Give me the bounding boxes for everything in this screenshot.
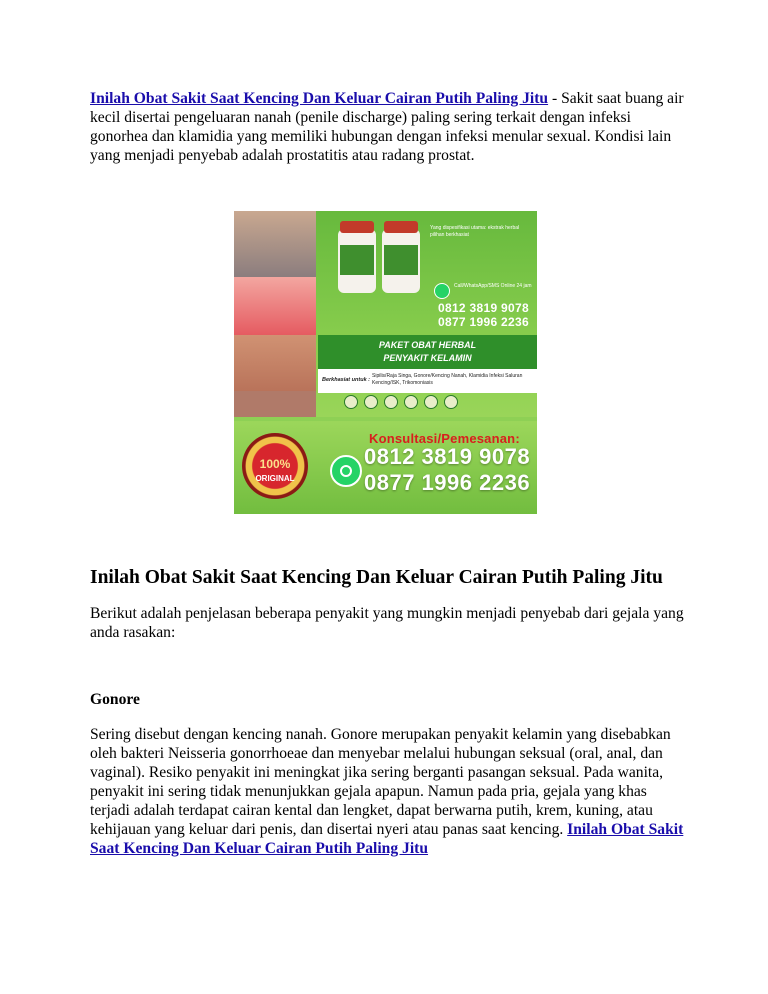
certification-logo-icon xyxy=(364,395,378,409)
ad-consultation-label: Konsultasi/Pemesanan: xyxy=(369,431,520,446)
ad-certification-logos xyxy=(324,395,534,411)
ad-benefit-text: Sipilis/Raja Singa, Gonore/Kencing Nanah, Klamidia Infeksi Saluran Kencing/ISK, Trikomoniasis xyxy=(372,373,523,386)
ad-banner-line1: PAKET OBAT HERBAL xyxy=(378,340,477,350)
ad-contact-caption: Call/WhatsApp/SMS Online 24 jam xyxy=(454,283,532,289)
ad-benefit-label: Berkhasiat untuk : xyxy=(322,377,370,383)
gonore-paragraph xyxy=(90,725,690,858)
ad-benefit-box xyxy=(318,369,537,393)
ad-phone-small-2: 0877 1996 2236 xyxy=(438,315,529,329)
ad-phone-large-1: 0812 3819 9078 xyxy=(364,444,531,469)
section-intro-paragraph: Berikut adalah penjelasan beberapa penyakit yang mungkin menjadi penyebab dari gejala yang anda rasakan: xyxy=(90,605,684,641)
product-ad-image xyxy=(234,211,537,514)
product-bottle-1 xyxy=(338,229,376,293)
ad-divider xyxy=(234,417,537,421)
product-bottle-2 xyxy=(382,229,420,293)
intro-link[interactable]: Inilah Obat Sakit Saat Kencing Dan Keluar Cairan Putih Paling Jitu xyxy=(90,90,549,107)
whatsapp-large-icon xyxy=(330,455,362,487)
ad-spec-text: Yang dispesifikasi utama: ekstrak herbal pilihan berkhasiat xyxy=(430,225,520,238)
intro-text: - Sakit saat buang air kecil disertai pengeluaran nanah (penile discharge) paling sering terkait dengan infeksi gonorhea dan klamidia yang memiliki hubungan dengan infeksi menular sexual. Kondisi lain yang menjadi penyebab adalah prostatitis atau radang prostat. xyxy=(90,90,684,164)
ad-photo-3 xyxy=(234,335,316,391)
original-seal-icon xyxy=(242,433,308,499)
certification-logo-icon xyxy=(444,395,458,409)
certification-logo-icon xyxy=(384,395,398,409)
certification-logo-icon xyxy=(344,395,358,409)
certification-logo-icon xyxy=(404,395,418,409)
ad-phone-large-2: 0877 1996 2236 xyxy=(364,470,531,495)
certification-logo-icon xyxy=(424,395,438,409)
gonore-text: Sering disebut dengan kencing nanah. Gonore merupakan penyakit kelamin yang disebabkan oleh bakteri Neisseria gonorrhoeae dan menyebar melalui hubungan seksual (oral, anal, dan vaginal). Resiko penyakit ini meningkat jika sering berganti pasangan seksual. Pada wanita, penyakit ini sering tidak menunjukkan gejala apapun. Namun pada pria, gejala yang khas terjadi adalah terdapat cairan kental dan lengket, dapat berwarna putih, krem, kuning, atau kehijauan yang keluar dari penis, dan disertai nyeri atau panas saat kencing. xyxy=(90,726,671,838)
ad-photo-4 xyxy=(234,391,316,417)
whatsapp-icon xyxy=(434,283,450,299)
intro-paragraph xyxy=(90,89,690,165)
section-heading: Inilah Obat Sakit Saat Kencing Dan Keluar Cairan Putih Paling Jitu xyxy=(90,567,663,588)
ad-photo-1 xyxy=(234,211,316,277)
seal-percent: 100% xyxy=(259,457,291,471)
subheading-gonore: Gonore xyxy=(90,691,140,708)
seal-label: ORIGINAL xyxy=(255,474,295,483)
ad-banner-line2: PENYAKIT KELAMIN xyxy=(383,353,472,363)
ad-banner xyxy=(318,335,537,369)
ad-photo-2 xyxy=(234,277,316,335)
ad-phone-small-1: 0812 3819 9078 xyxy=(438,301,529,315)
gonore-link[interactable]: Inilah Obat Sakit Saat Kencing Dan Keluar Cairan Putih Paling Jitu xyxy=(90,821,684,857)
